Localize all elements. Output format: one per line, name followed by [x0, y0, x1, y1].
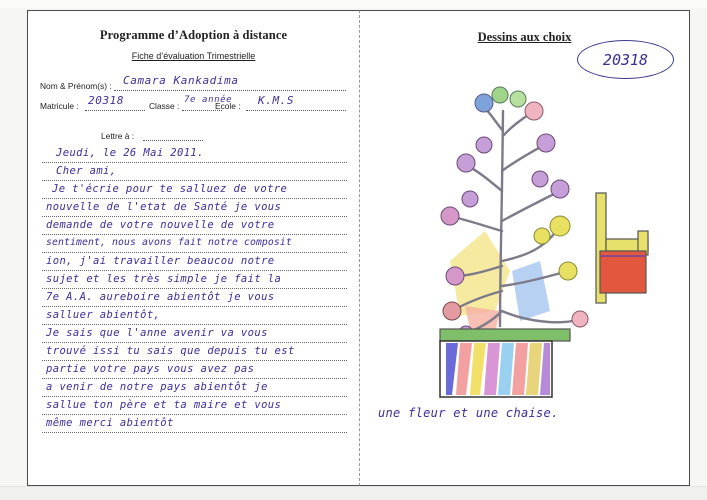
letter-rule: [42, 270, 347, 271]
letter-line: partie votre pays vous avez pas: [46, 363, 255, 375]
name-value: Camara Kankadima: [123, 74, 239, 87]
matricule-dotline: [85, 110, 145, 111]
letter-rule: [42, 414, 347, 415]
flower: [475, 94, 493, 112]
name-dotline: [114, 90, 346, 91]
flower: [476, 137, 492, 153]
letter-line: nouvelle de l'etat de Santé je vous: [46, 201, 282, 213]
page-edge-bottom: [0, 486, 707, 500]
letter-rule: [42, 432, 347, 433]
id-badge-value: 20318: [602, 50, 649, 69]
form-title: Programme d’Adoption à distance: [99, 28, 288, 42]
letter-rule: [42, 288, 347, 289]
chair-drawing: [596, 193, 648, 303]
letter-rule: [42, 180, 347, 181]
letter-rule: [42, 396, 347, 397]
letter-rule: [42, 378, 347, 379]
letter-rule: [42, 198, 347, 199]
letter-line: salluer abientôt,: [46, 309, 161, 321]
page-edge-top: [0, 0, 707, 8]
letter-line: a venir de notre pays abientôt je: [46, 381, 268, 393]
letter-rule: [42, 324, 347, 325]
flower: [550, 216, 570, 236]
letter-line: sentiment, nous avons fait notre composit: [46, 237, 292, 248]
letter-line: sallue ton père et ta maire et vous: [46, 399, 282, 411]
letter-line: Je sais que l'anne avenir va vous: [46, 327, 268, 339]
letter-line: trouvé issi tu sais que depuis tu est: [46, 345, 295, 357]
classe-value: 7e année: [184, 95, 233, 105]
matricule-value: 20318: [88, 94, 125, 107]
letter-line: même merci abientôt: [46, 417, 174, 429]
flower: [457, 154, 475, 172]
classe-label: Classe :: [149, 101, 180, 111]
flower: [559, 262, 577, 280]
flower: [537, 134, 555, 152]
flower: [441, 207, 459, 225]
matricule-label: Matricule :: [40, 101, 79, 111]
flower: [510, 91, 526, 107]
letter-line: Jeudi, le 26 Mai 2011.: [56, 147, 204, 159]
flower: [446, 267, 464, 285]
ecole-label: Ecole :: [215, 101, 241, 111]
letter-rule: [42, 234, 347, 235]
letter-rule: [42, 306, 347, 307]
drawing-caption: une fleur et une chaise.: [378, 406, 559, 420]
ecole-dotline: [246, 110, 346, 111]
flower: [492, 87, 508, 103]
letter-rule: [42, 342, 347, 343]
letter-rule: [42, 252, 347, 253]
letter-line: sujet et les très simple je fait la: [46, 273, 282, 285]
letter-line: Je t'écrie pour te salluez de votre: [52, 183, 288, 195]
flower: [525, 102, 543, 120]
flower-pot: [440, 329, 570, 397]
drawing-panel: [360, 10, 690, 486]
ecole-value: K.M.S: [258, 94, 295, 107]
flower: [551, 180, 569, 198]
drawing-title: Dessins aux choix: [477, 30, 572, 44]
letter-rule: [42, 216, 347, 217]
evaluation-form-panel: [27, 10, 360, 486]
letter-line: demande de votre nouvelle de votre: [46, 219, 275, 231]
flower: [572, 311, 588, 327]
flower-and-chair-drawing: [400, 71, 680, 411]
letter-recipient-dotline: [143, 140, 203, 141]
form-subtitle: Fiche d’évaluation Trimestrielle: [131, 51, 256, 61]
letter-label: Lettre à :: [101, 131, 135, 141]
letter-rule: [42, 360, 347, 361]
flower: [462, 191, 478, 207]
flower: [532, 171, 548, 187]
flower: [534, 228, 550, 244]
name-label: Nom & Prénom(s) :: [40, 81, 112, 91]
flower: [443, 302, 461, 320]
letter-rule: [42, 162, 347, 163]
letter-line: 7e A.A. aureboire abientôt je vous: [46, 291, 275, 303]
letter-line: ion, j'ai travailler beaucou notre: [46, 255, 275, 267]
letter-line: Cher ami,: [56, 165, 117, 177]
